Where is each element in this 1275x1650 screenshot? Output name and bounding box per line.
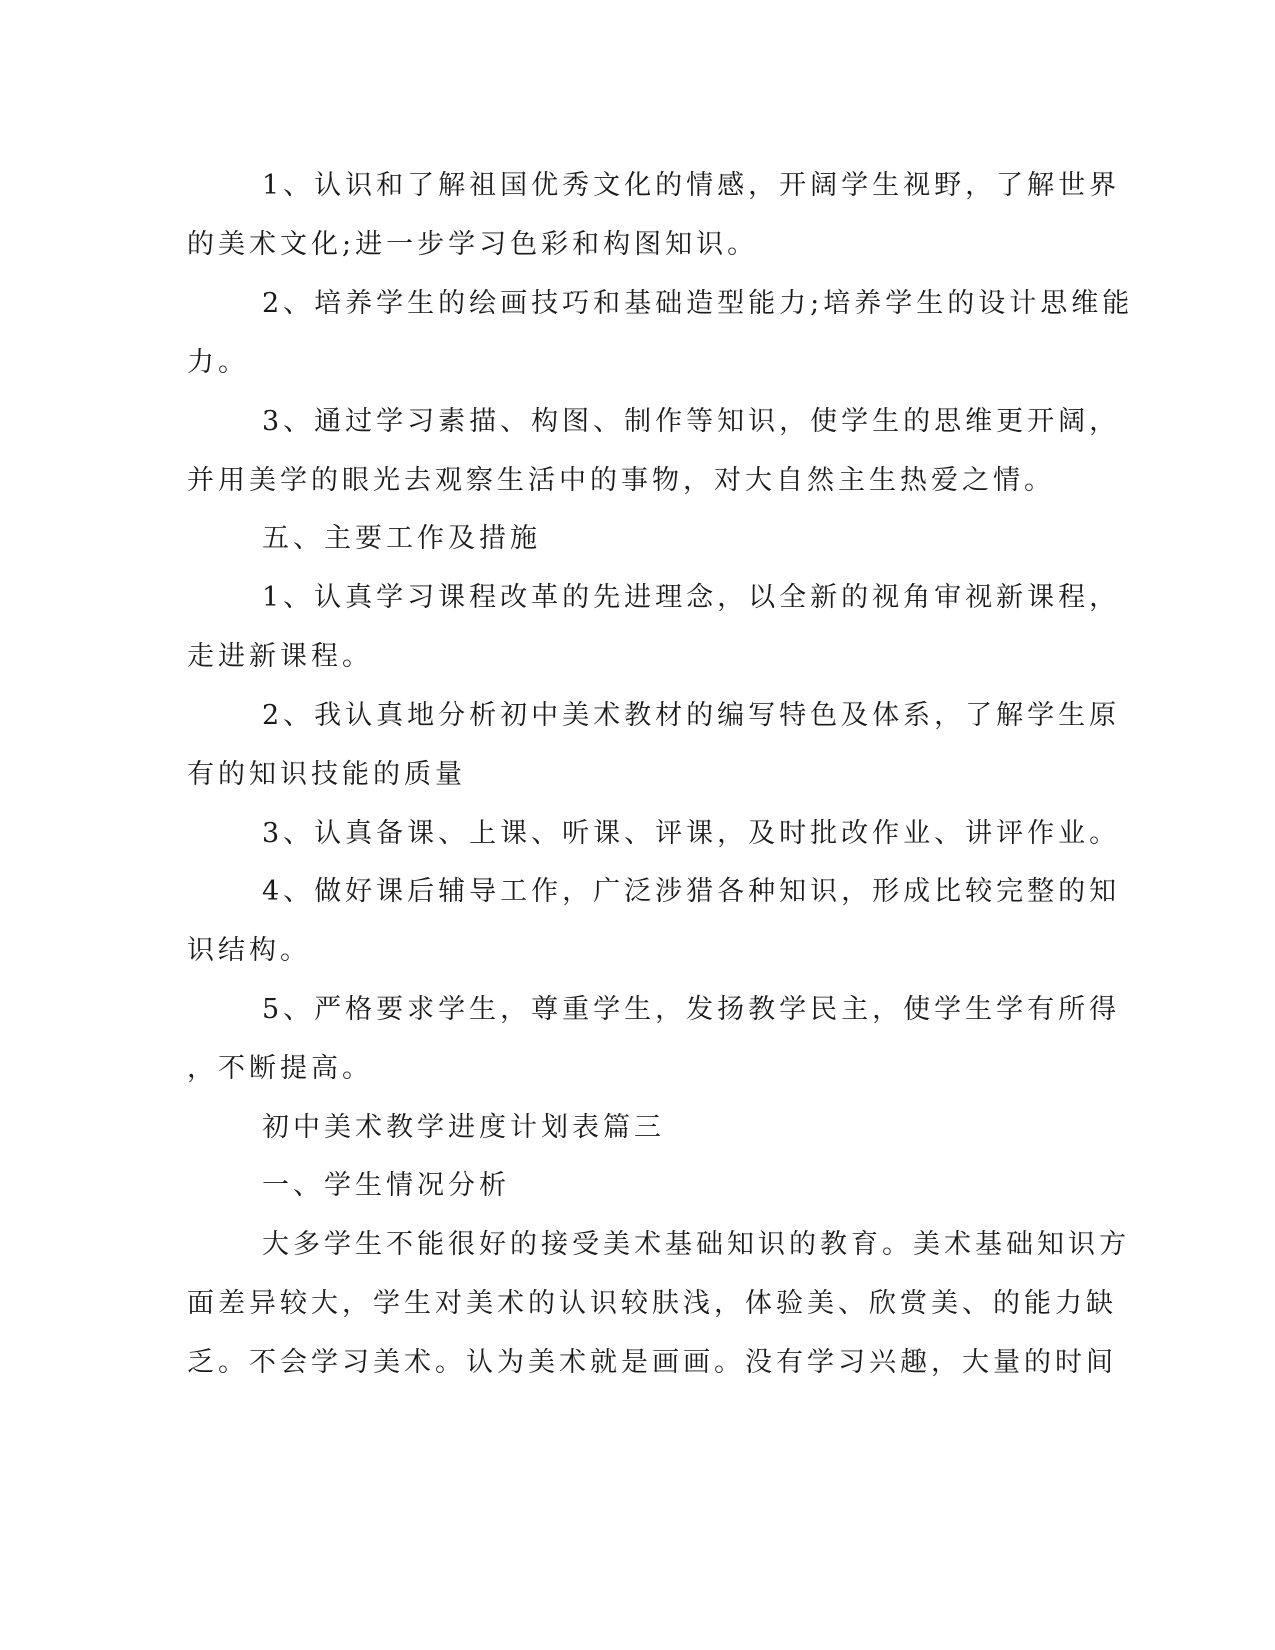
section-heading: 一、学生情况分析 [262, 1170, 510, 1201]
paragraph-line: 乏。不会学习美术。认为美术就是画画。没有学习兴趣，大量的时间 [187, 1347, 1117, 1378]
paragraph-line: 走进新课程。 [187, 641, 373, 672]
paragraph-line: 5、严格要求学生，尊重学生，发扬教学民主，使学生学有所得 [262, 994, 1121, 1025]
paragraph-line: 3、通过学习素描、构图、制作等知识，使学生的思维更开阔， [262, 406, 1121, 437]
section-heading: 五、主要工作及措施 [262, 523, 541, 554]
paragraph-line: 2、培养学生的绘画技巧和基础造型能力;培养学生的设计思维能 [262, 288, 1134, 319]
paragraph-line: 3、认真备课、上课、听课、评课，及时批改作业、讲评作业。 [262, 818, 1121, 849]
paragraph-line: 面差异较大，学生对美术的认识较肤浅，体验美、欣赏美、的能力缺 [187, 1288, 1117, 1319]
paragraph-line: 的美术文化;进一步学习色彩和构图知识。 [187, 229, 759, 260]
paragraph-line: 力。 [187, 347, 249, 378]
paragraph-line: 1、认识和了解祖国优秀文化的情感，开阔学生视野，了解世界 [262, 170, 1121, 201]
paragraph-line: 并用美学的眼光去观察生活中的事物，对大自然主生热爱之情。 [187, 465, 1055, 496]
paragraph-line: 大多学生不能很好的接受美术基础知识的教育。美术基础知识方 [262, 1229, 1130, 1260]
paragraph-line: 1、认真学习课程改革的先进理念，以全新的视角审视新课程， [262, 582, 1121, 613]
paragraph-line: 4、做好课后辅导工作，广泛涉猎各种知识，形成比较完整的知 [262, 876, 1121, 907]
section-heading: 初中美术教学进度计划表篇三 [262, 1112, 665, 1143]
paragraph-line: ，不断提高。 [187, 1053, 373, 1084]
paragraph-line: 有的知识技能的质量 [187, 759, 466, 790]
paragraph-line: 2、我认真地分析初中美术教材的编写特色及体系，了解学生原 [262, 700, 1121, 731]
paragraph-line: 识结构。 [187, 935, 311, 966]
